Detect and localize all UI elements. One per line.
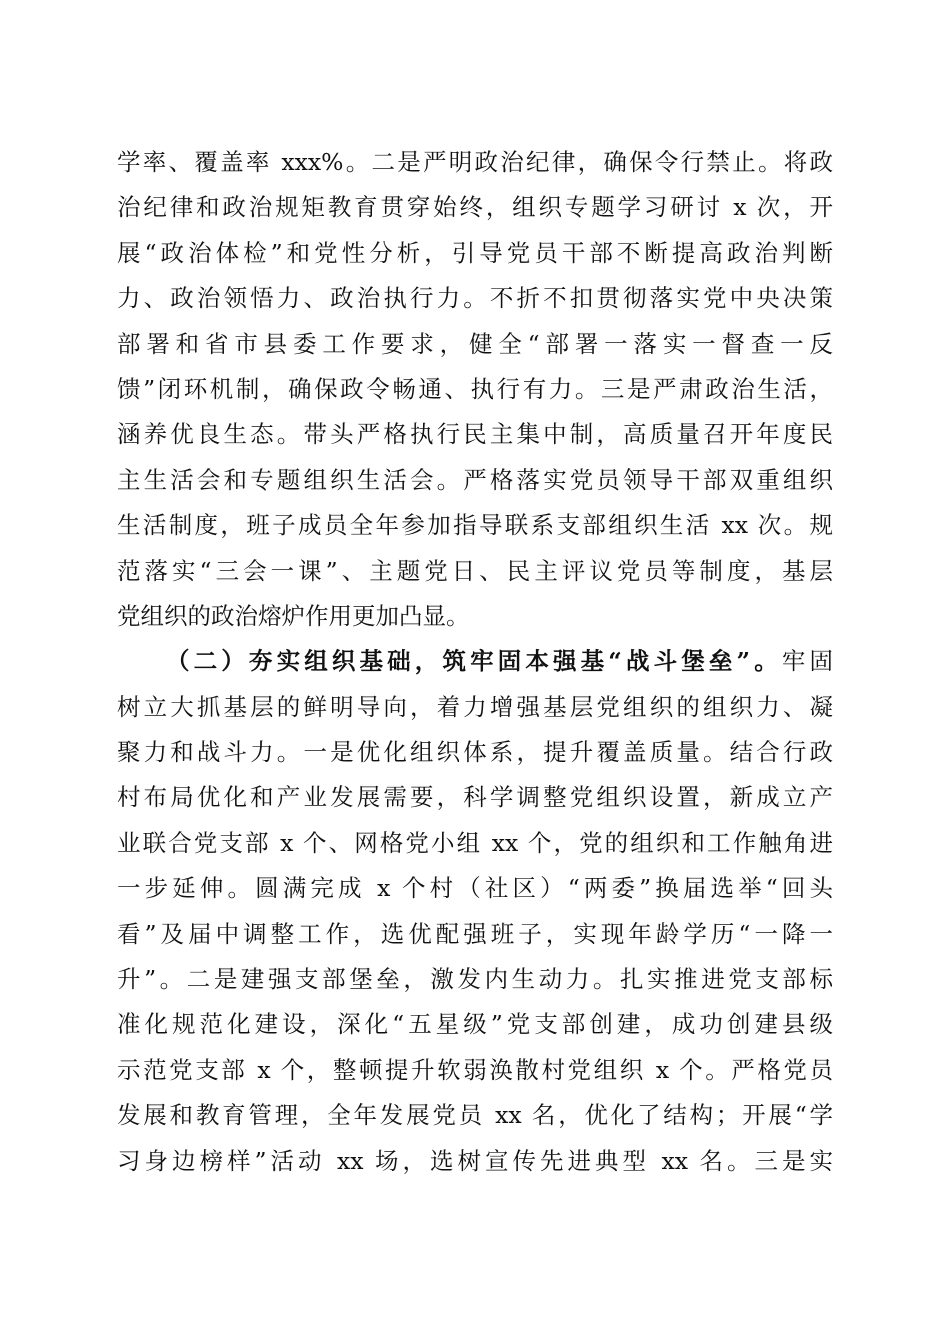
text-line: 部署和省市县委工作要求，健全“部署一落实一督查一反 xyxy=(117,329,833,358)
text-line: 学率、覆盖率 xxx%。二是严明政治纪律，确保令行禁止。将政 xyxy=(117,148,833,176)
text-line: 业联合党支部 x 个、网格党小组 xx 个，党的组织和工作触角进 xyxy=(117,828,833,857)
text-line: 治纪律和政治规矩教育贯穿始终，组织专题学习研讨 x 次，开 xyxy=(117,193,833,222)
text-line: 党组织的政治熔炉作用更加凸显。 xyxy=(117,601,470,630)
text-line: 树立大抓基层的鲜明导向，着力增强基层党组织的组织力、凝 xyxy=(117,692,833,721)
text-line: 准化规范化建设，深化“五星级”党支部创建，成功创建县级 xyxy=(117,1010,833,1039)
text-line: 生活制度，班子成员全年参加指导联系支部组织生活 xx 次。规 xyxy=(117,511,833,540)
text-line: 升”。二是建强支部堡垒，激发内生动力。扎实推进党支部标 xyxy=(117,965,833,994)
section-heading: （二）夯实组织基础，筑牢固本强基“战斗堡垒”。 xyxy=(166,647,782,676)
section-heading-line xyxy=(117,639,833,684)
text-line: 力、政治领悟力、政治执行力。不折不扣贯彻落实党中央决策 xyxy=(117,284,833,313)
text-line: 村布局优化和产业发展需要，科学调整党组织设置，新成立产 xyxy=(117,783,833,812)
text-line: 习身边榜样”活动 xx 场，选树宣传先进典型 xx 名。三是实 xyxy=(117,1146,833,1175)
text-line: 聚力和战斗力。一是优化组织体系，提升覆盖质量。结合行政 xyxy=(117,738,833,767)
text-line: 主生活会和专题组织生活会。严格落实党员领导干部双重组织 xyxy=(117,465,833,494)
text-line: 涵养优良生态。带头严格执行民主集中制，高质量召开年度民 xyxy=(117,420,833,449)
text-line: 范落实“三会一课”、主题党日、民主评议党员等制度，基层 xyxy=(117,556,833,585)
text-line: 看”及届中调整工作，选优配强班子，实现年龄学历“一降一 xyxy=(117,919,833,948)
paragraph-political-discipline xyxy=(117,140,833,639)
text-line: 一步延伸。圆满完成 x 个村（社区）“两委”换届选举“回头 xyxy=(117,874,833,903)
text-line: 展“政治体检”和党性分析，引导党员干部不断提高政治判断 xyxy=(117,238,833,267)
text-line: 示范党支部 x 个，整顿提升软弱涣散村党组织 x 个。严格党员 xyxy=(117,1055,833,1084)
text-line: 馈”闭环机制，确保政令畅通、执行有力。三是严肃政治生活， xyxy=(117,374,833,403)
paragraph-organization-foundation xyxy=(117,639,833,1184)
document-body xyxy=(117,140,833,1184)
heading-line-text: 牢固 xyxy=(781,647,833,676)
text-line: 发展和教育管理，全年发展党员 xx 名，优化了结构；开展“学 xyxy=(117,1101,833,1130)
